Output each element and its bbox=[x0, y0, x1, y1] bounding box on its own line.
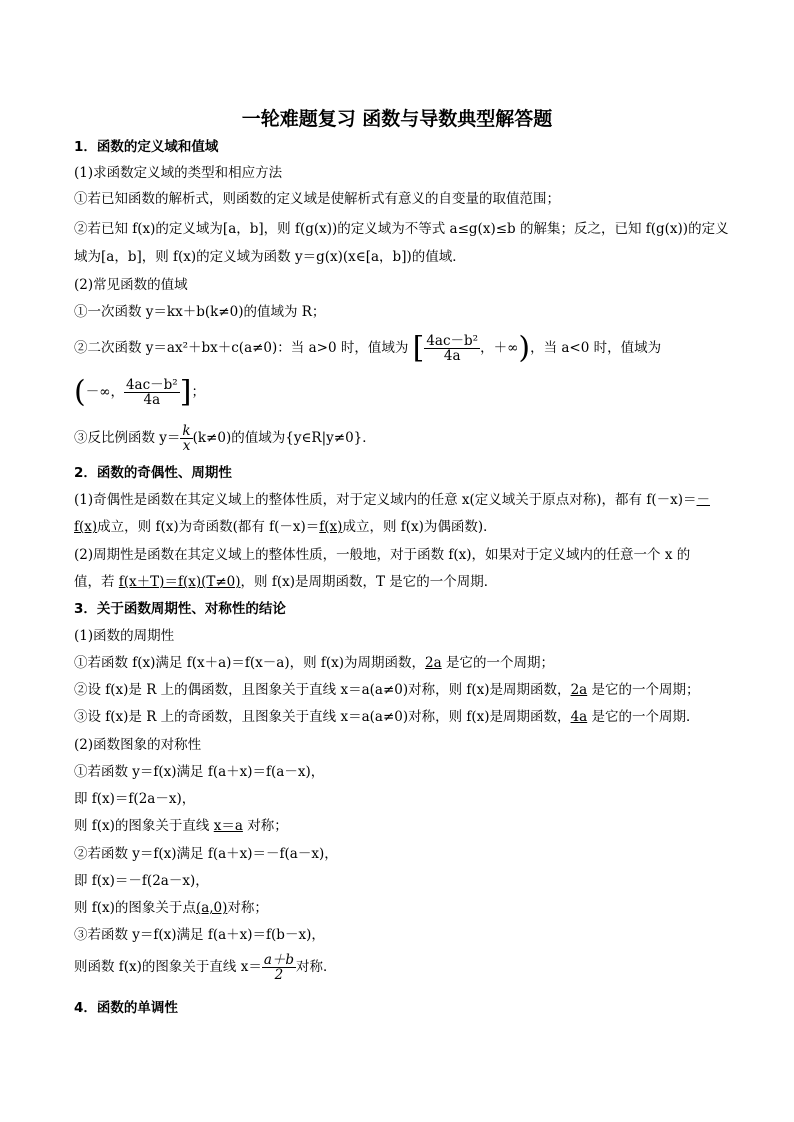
s1-line5 bbox=[74, 330, 661, 366]
midpoint-fraction bbox=[262, 953, 296, 982]
s3-sub2: (2)函数图象的对称性 bbox=[74, 737, 202, 753]
s3-line7: ②若函数 y＝f(x)满足 f(a＋x)＝－f(a－x)， bbox=[74, 846, 338, 862]
section-3-heading: 3．关于函数周期性、对称性的结论 bbox=[74, 601, 286, 617]
s3-line9-text: 则 f(x)的图象关于点 bbox=[74, 900, 196, 916]
s3-line11 bbox=[74, 950, 337, 984]
s1-sub1: (1)求函数定义域的类型和相应方法 bbox=[74, 165, 283, 181]
right-bracket: ] bbox=[179, 374, 192, 410]
page-title: 一轮难题复习 函数与导数典型解答题 bbox=[241, 108, 553, 130]
s2-line4-tail: ，则 f(x)是周期函数，T 是它的一个周期． bbox=[240, 574, 498, 590]
s3-line1-tail: 是它的一个周期； bbox=[441, 655, 554, 671]
fraction-numerator: a＋b bbox=[263, 952, 295, 968]
s3-line3 bbox=[74, 707, 700, 727]
s1-line5-text: ②二次函数 y＝ax²＋bx＋c(a≠0)：当 a>0 时，值域为 bbox=[74, 340, 409, 356]
fraction-numerator: 4ac－b² bbox=[125, 377, 178, 393]
s1-line6 bbox=[74, 374, 205, 410]
s2-line3: (2)周期性是函数在其定义域上的整体性质，一般地，对于函数 f(x)，如果对于定义域内的任意一个 x 的 bbox=[74, 547, 691, 563]
s3-line4: ①若函数 y＝f(x)满足 f(a＋x)＝f(a－x)， bbox=[74, 764, 325, 780]
s3-line6 bbox=[74, 816, 288, 836]
quadratic-min-fraction bbox=[424, 334, 480, 363]
s2-blank-2: f(x) bbox=[319, 519, 343, 535]
section-4-heading: 4．函数的单调性 bbox=[74, 1000, 178, 1016]
s3-blank-3: 4a bbox=[570, 709, 588, 725]
s3-line6-tail: 对称； bbox=[242, 818, 288, 834]
s1-line4: ①一次函数 y＝kx＋b(k≠0)的值域为 R； bbox=[74, 304, 326, 320]
s3-line11-tail: 对称． bbox=[296, 959, 337, 975]
s3-line2-text: ②设 f(x)是 R 上的偶函数，且图象关于直线 x＝a(a≠0)对称，则 f(x)是周期函数， bbox=[74, 682, 571, 698]
s1-line7 bbox=[74, 423, 376, 453]
s3-blank-2: 2a bbox=[570, 682, 588, 698]
s1-line2: ②若已知 f(x)的定义域为[a，b]，则 f(g(x))的定义域为不等式 a≤g(x)≤b 的解集；反之，已知 f(g(x))的定义 bbox=[74, 221, 729, 237]
s2-line1-text: (1)奇偶性是函数在其定义域上的整体性质，对于定义域内的任意 x(定义域关于原点对称)，都有 f(－x)＝ bbox=[74, 492, 697, 508]
s3-line8: 即 f(x)＝－f(2a－x)， bbox=[74, 873, 209, 889]
left-paren: ( bbox=[74, 374, 86, 410]
reciprocal-fraction bbox=[180, 424, 192, 453]
s3-line3-tail: 是它的一个周期． bbox=[587, 709, 700, 725]
s1-line3: 域为[a，b]，则 f(x)的定义域为函数 y＝g(x)(x∈[a，b])的值域． bbox=[74, 249, 466, 265]
section-1-heading: 1．函数的定义域和值域 bbox=[74, 139, 219, 155]
s3-line5: 即 f(x)＝f(2a－x)， bbox=[74, 791, 196, 807]
fraction-numerator: k bbox=[182, 423, 191, 439]
s3-line1 bbox=[74, 653, 554, 673]
fraction-denominator: 2 bbox=[274, 967, 284, 983]
s2-line4-text: 值，若 bbox=[74, 574, 119, 590]
s1-line5-tail: ，当 a<0 时，值域为 bbox=[530, 340, 662, 356]
s2-line2-tail: 成立，则 f(x)为偶函数)． bbox=[342, 519, 497, 535]
s3-line1-text: ①若函数 f(x)满足 f(x＋a)＝f(x－a)，则 f(x)为周期函数， bbox=[74, 655, 426, 671]
s2-line2-text: 成立，则 f(x)为奇函数(都有 f(－x)＝ bbox=[97, 519, 320, 535]
s3-line9 bbox=[74, 898, 268, 918]
s1-line5-inf: ，＋∞ bbox=[480, 340, 519, 356]
fraction-denominator: 4a bbox=[143, 392, 161, 408]
s1-line6-neginf: －∞， bbox=[85, 384, 124, 400]
s2-blank-3: f(x＋T)＝f(x)(T≠0) bbox=[118, 574, 241, 590]
s1-line6-tail: ； bbox=[191, 384, 205, 400]
s3-blank-1: 2a bbox=[425, 655, 442, 671]
fraction-denominator: x bbox=[182, 438, 191, 454]
s3-line2 bbox=[74, 680, 700, 700]
s3-sub1: (1)函数的周期性 bbox=[74, 628, 175, 644]
s1-line1: ①若已知函数的解析式，则函数的定义域是使解析式有意义的自变量的取值范围； bbox=[74, 191, 560, 207]
s3-line9-tail: 对称； bbox=[227, 900, 268, 916]
s3-blank-4: x＝a bbox=[213, 818, 243, 834]
s3-line11-text: 则函数 f(x)的图象关于直线 x＝ bbox=[74, 959, 262, 975]
quadratic-max-fraction bbox=[124, 378, 180, 407]
s3-blank-5: (a,0) bbox=[195, 900, 228, 916]
s3-line3-text: ③设 f(x)是 R 上的奇函数，且图象关于直线 x＝a(a≠0)对称，则 f(x)是周期函数， bbox=[74, 709, 571, 725]
fraction-numerator: 4ac－b² bbox=[426, 333, 479, 349]
s2-blank-1b: f(x) bbox=[74, 519, 98, 535]
s3-line2-tail: 是它的一个周期； bbox=[587, 682, 700, 698]
s1-line7-tail: (k≠0)的值域为{y∈R|y≠0}． bbox=[192, 430, 376, 446]
s3-line6-text: 则 f(x)的图象关于直线 bbox=[74, 818, 214, 834]
s1-line7-text: ③反比例函数 y＝ bbox=[74, 430, 181, 446]
s2-line2 bbox=[74, 517, 497, 537]
s2-line1 bbox=[74, 490, 710, 510]
s2-blank-1: － bbox=[696, 492, 710, 508]
fraction-denominator: 4a bbox=[443, 348, 461, 364]
s2-line4 bbox=[74, 572, 497, 592]
left-bracket: [ bbox=[412, 330, 425, 366]
section-2-heading: 2．函数的奇偶性、周期性 bbox=[74, 465, 232, 481]
s1-sub2: (2)常见函数的值域 bbox=[74, 277, 188, 293]
right-paren: ) bbox=[518, 330, 531, 366]
s3-line10: ③若函数 y＝f(x)满足 f(a＋x)＝f(b－x)， bbox=[74, 927, 325, 943]
